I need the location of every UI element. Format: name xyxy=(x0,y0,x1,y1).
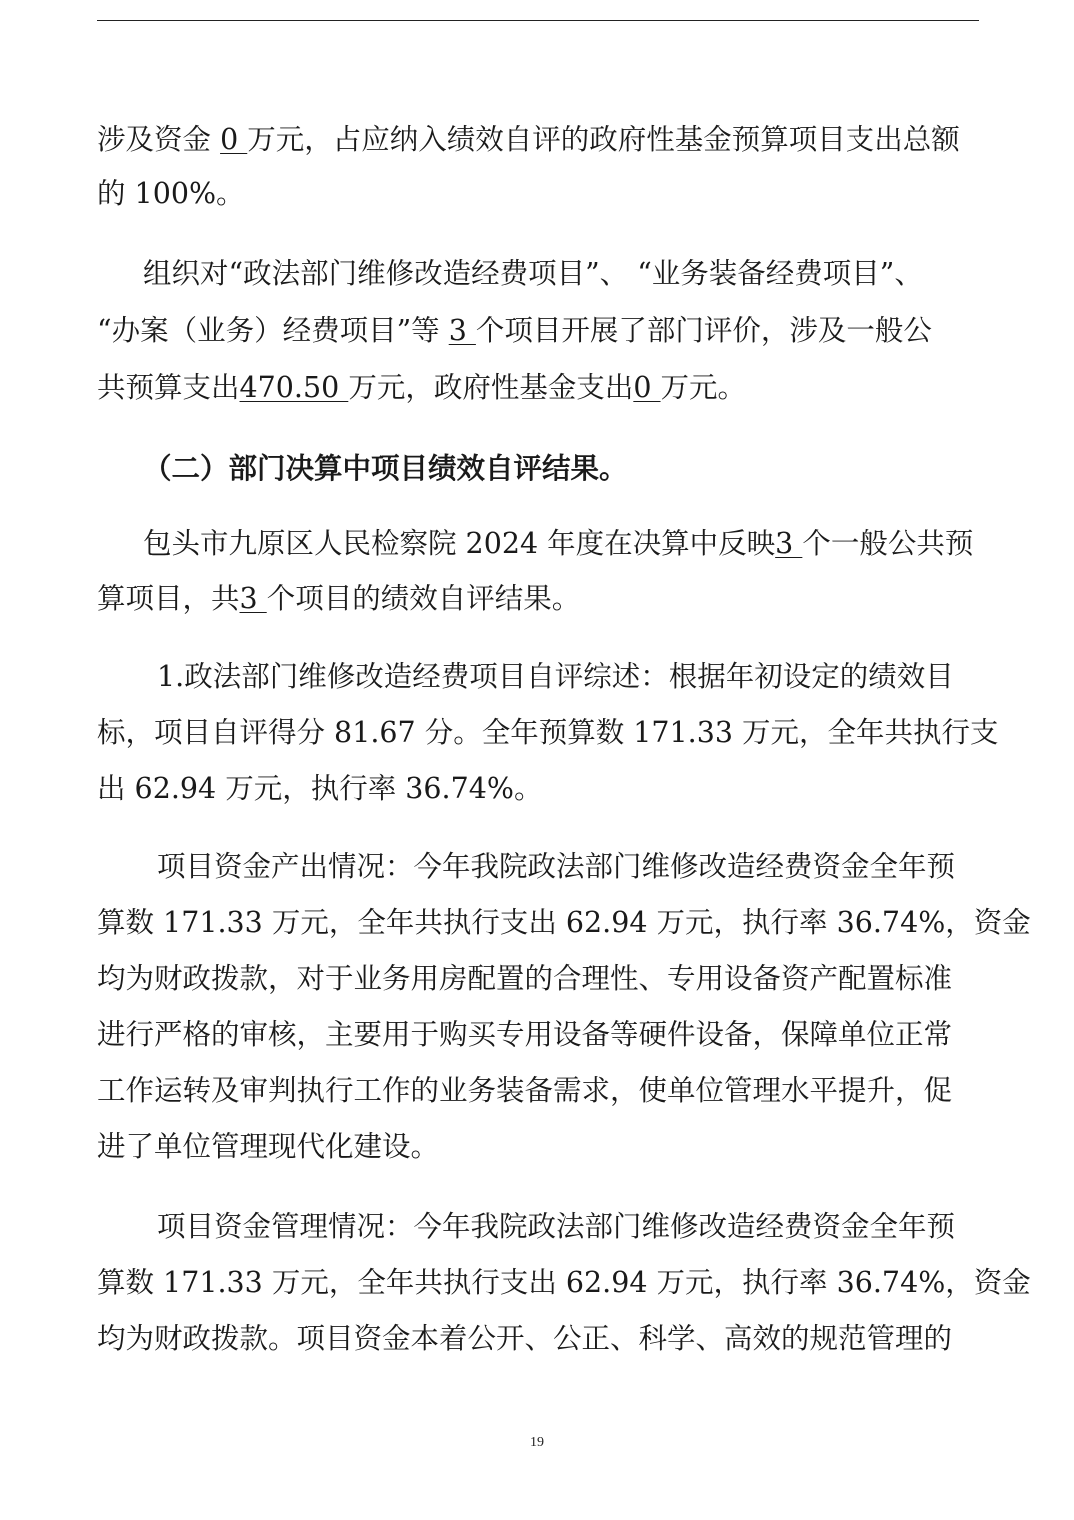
text-run: 涉及资金 xyxy=(97,123,221,156)
underlined-value: 3 xyxy=(239,582,267,615)
underlined-value: 0 xyxy=(220,123,248,156)
text-run: 组织对“政法部门维修改造经费项目”、 “业务装备经费项目”、 xyxy=(143,257,923,290)
text-line xyxy=(97,959,1074,999)
text-run: 个项目的绩效自评结果。 xyxy=(266,582,581,615)
page-number: 19 xyxy=(530,1435,544,1450)
text-run: 1.政法部门维修改造经费项目自评综述：根据年初设定的绩效目 xyxy=(157,660,954,693)
text-run: 万元，占应纳入绩效自评的政府性基金预算项目支出总额 xyxy=(247,123,960,156)
text-line xyxy=(97,311,1074,351)
text-run: 的 100%。 xyxy=(97,177,245,210)
text-line xyxy=(97,713,1074,753)
text-run: 工作运转及审判执行工作的业务装备需求，使单位管理水平提升，促 xyxy=(97,1074,953,1107)
text-line xyxy=(143,524,1074,564)
text-line xyxy=(97,368,1074,408)
text-run: 算数 171.33 万元，全年共执行支出 62.94 万元，执行率 36.74%，资金 xyxy=(97,906,1031,939)
text-run: “办案（业务）经费项目”等 xyxy=(97,314,449,347)
text-run: （二）部门决算中项目绩效自评结果。 xyxy=(143,451,628,485)
text-line xyxy=(157,847,1074,887)
text-run: 万元，政府性基金支出 xyxy=(348,371,634,404)
text-run: 均为财政拨款，对于业务用房配置的合理性、专用设备资产配置标准 xyxy=(97,962,953,995)
text-run: 万元。 xyxy=(660,371,747,404)
text-run: 进行严格的审核，主要用于购买专用设备等硬件设备，保障单位正常 xyxy=(97,1018,953,1051)
text-run: 项目资金产出情况：今年我院政法部门维修改造经费资金全年预 xyxy=(157,850,956,883)
text-run: 出 62.94 万元，执行率 36.74%。 xyxy=(97,772,543,805)
text-run: 均为财政拨款。项目资金本着公开、公正、科学、高效的规范管理的 xyxy=(97,1322,953,1355)
text-line xyxy=(97,1263,1074,1303)
text-line xyxy=(157,1207,1074,1247)
text-run: 算数 171.33 万元，全年共执行支出 62.94 万元，执行率 36.74%，资金 xyxy=(97,1266,1031,1299)
text-run: 共预算支出 xyxy=(97,371,240,404)
text-run: 标，项目自评得分 81.67 分。全年预算数 171.33 万元，全年共执行支 xyxy=(97,716,999,749)
underlined-value: 0 xyxy=(633,371,661,404)
text-run: 个一般公共预 xyxy=(802,527,974,560)
text-line xyxy=(97,120,1074,160)
text-line xyxy=(97,1319,1074,1359)
text-line xyxy=(97,579,1074,619)
text-line xyxy=(97,769,1074,809)
underlined-value: 3 xyxy=(775,527,803,560)
text-run: 包头市九原区人民检察院 2024 年度在决算中反映 xyxy=(143,527,776,560)
text-line xyxy=(97,903,1074,943)
text-line xyxy=(97,1071,1074,1111)
text-run: 项目资金管理情况：今年我院政法部门维修改造经费资金全年预 xyxy=(157,1210,956,1243)
text-line xyxy=(157,657,1074,697)
text-line xyxy=(97,1127,1074,1167)
text-line xyxy=(97,1015,1074,1055)
text-run: 算项目，共 xyxy=(97,582,240,615)
text-run: 进了单位管理现代化建设。 xyxy=(97,1130,440,1163)
text-run: 个项目开展了部门评价，涉及一般公 xyxy=(475,314,932,347)
text-line xyxy=(143,254,1074,294)
text-line xyxy=(97,174,1074,214)
header-rule xyxy=(97,20,979,21)
section-heading xyxy=(143,448,1074,488)
underlined-value: 470.50 xyxy=(239,371,349,404)
underlined-value: 3 xyxy=(448,314,476,347)
